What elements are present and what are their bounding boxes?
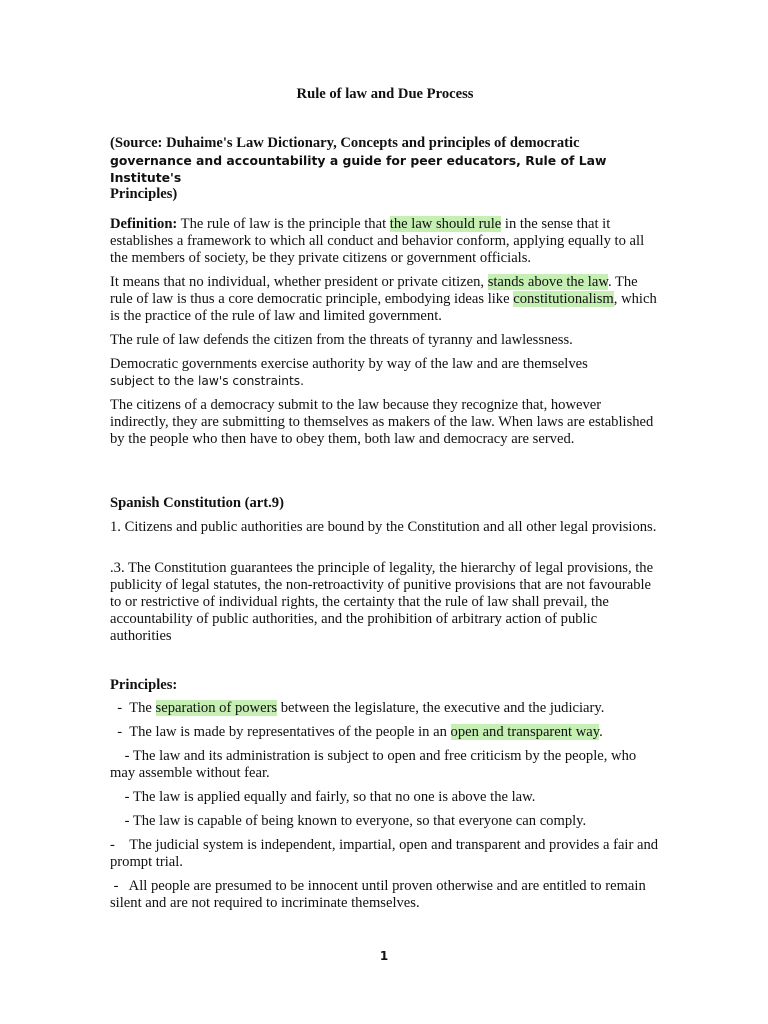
principle-6: - The judicial system is independent, impartial, open and transparent and provides a fair and prompt trial.	[110, 837, 662, 870]
means-text-1: It means that no individual, whether president or private citizen,	[110, 274, 488, 290]
democratic-line-2: subject to the law's constraints.	[110, 374, 305, 388]
definition-label: Definition:	[110, 216, 178, 232]
means-paragraph	[110, 274, 660, 325]
source-line-2: governance and accountability a guide for peer educators, Rule of Law Institute's	[110, 153, 607, 185]
principle-1-suffix: between the legislature, the executive and the judiciary.	[277, 700, 605, 716]
means-text-3: , which is the practice of the rule of law and limited government.	[110, 291, 657, 324]
definition-text-2: in the sense that it establishes a framework to which all conduct and behavior conform, applying equally to all the members of society, be they private citizens or government officials.	[110, 216, 645, 266]
principle-2-prefix: - The law is made by representatives of the people in an	[110, 724, 451, 740]
highlight-law-should-rule: the law should rule	[389, 216, 502, 232]
source-citation	[110, 135, 660, 203]
page-number: 1	[379, 949, 389, 963]
principle-4: - The law is applied equally and fairly, so that no one is above the law.	[110, 789, 536, 805]
definition-text-1: The rule of law is the principle that	[177, 216, 390, 232]
definition-paragraph	[110, 216, 660, 267]
means-text-2: . The rule of law is thus a core democratic principle, embodying ideas like	[110, 274, 638, 307]
principle-2	[110, 724, 660, 741]
spanish-item-1: 1. Citizens and public authorities are bound by the Constitution and all other legal provisions.	[110, 519, 657, 535]
spanish-constitution-heading: Spanish Constitution (art.9)	[110, 495, 284, 511]
highlight-stands-above-law: stands above the law	[487, 274, 608, 290]
citizens-paragraph: The citizens of a democracy submit to the law because they recognize that, however indirectly, they are submitting to themselves as makers of the law. When laws are established by the people who then have to obey them, both law and democracy are served.	[110, 397, 654, 447]
principle-2-suffix: .	[599, 724, 603, 740]
democratic-paragraph	[110, 356, 660, 390]
highlight-separation-of-powers: separation of powers	[155, 700, 278, 716]
spanish-item-3: .3. The Constitution guarantees the principle of legality, the hierarchy of legal provisions, the publicity of legal statutes, the non-retroactivity of punitive provisions that are not favourable to or restrictive of individual rights, the certainty that the rule of law shall prevail, the accountability of public authorities, and the prohibition of arbitrary action of public authorities	[110, 560, 654, 644]
principle-3: - The law and its administration is subject to open and free criticism by the people, who may assemble without fear.	[110, 748, 640, 781]
principles-heading: Principles:	[110, 677, 178, 693]
highlight-constitutionalism: constitutionalism	[513, 291, 614, 307]
source-line-3: Principles)	[110, 186, 178, 202]
source-line-1: (Source: Duhaime's Law Dictionary, Concepts and principles of democratic	[110, 135, 580, 151]
document-title: Rule of law and Due Process	[296, 86, 474, 102]
highlight-open-transparent: open and transparent way	[450, 724, 600, 740]
principle-5: - The law is capable of being known to everyone, so that everyone can comply.	[110, 813, 587, 829]
principle-1	[110, 700, 660, 717]
principle-1-prefix: - The	[110, 700, 156, 716]
principle-7: - All people are presumed to be innocent until proven otherwise and are entitled to remain silent and are not required to incriminate themselves.	[110, 878, 650, 911]
defends-paragraph: The rule of law defends the citizen from the threats of tyranny and lawlessness.	[110, 332, 573, 348]
democratic-line-1: Democratic governments exercise authority by way of the law and are themselves	[110, 356, 588, 372]
